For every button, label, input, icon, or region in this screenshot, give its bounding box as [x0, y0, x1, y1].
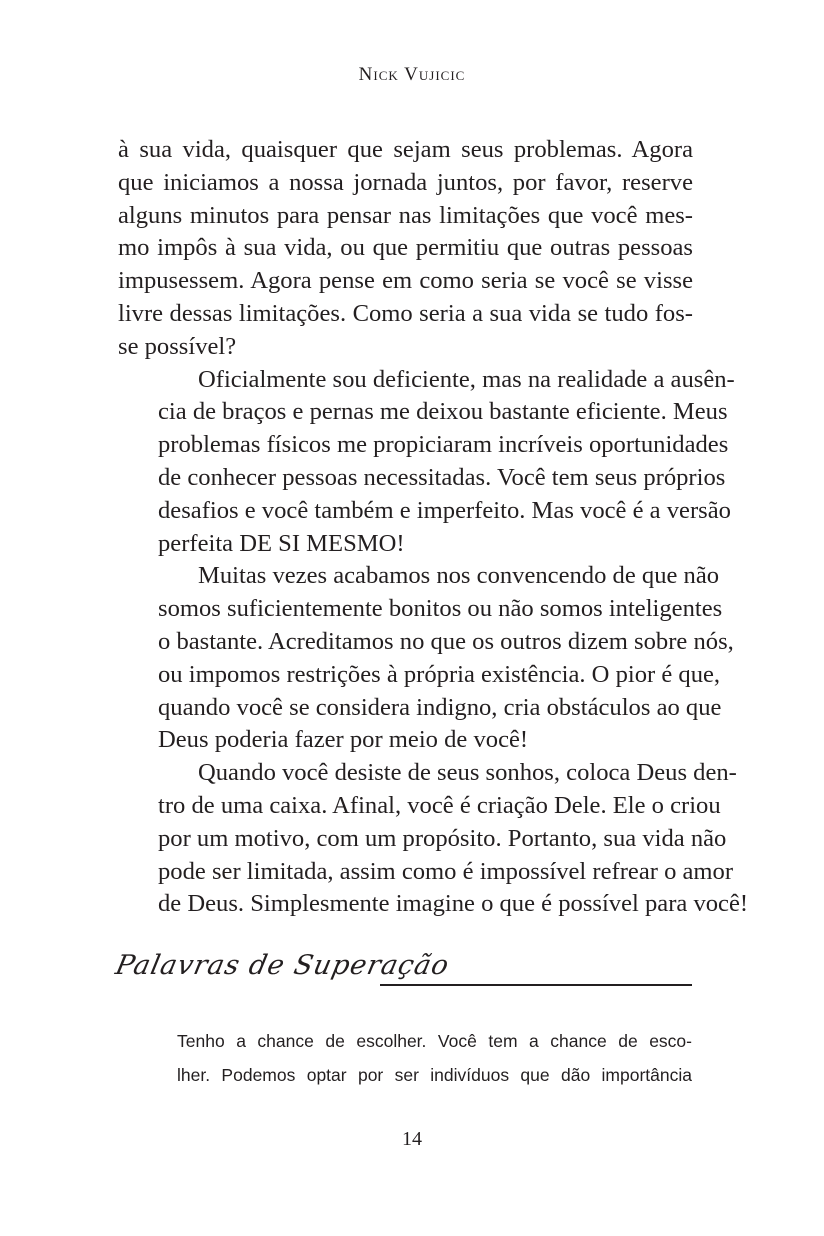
text-line: de conhecer pessoas necessitadas. Você tem seus próprios — [158, 463, 726, 491]
text-line: mo impôs à sua vida, ou que permitiu que outras pessoas — [118, 234, 693, 262]
page-number: 14 — [402, 1128, 422, 1150]
text-line: problemas físicos me propiciaram incríveis oportunidades — [158, 431, 729, 459]
paragraph-4 — [118, 757, 749, 921]
text-line: tro de uma caixa. Afinal, você é criação Dele. Ele o criou — [158, 791, 721, 819]
text-line: alguns minutos para pensar nas limitações que você mes- — [118, 201, 693, 229]
text-line: livre dessas limitações. Como seria a sua vida se tudo fos- — [118, 299, 693, 327]
running-head: Nick Vujicic — [358, 64, 466, 85]
body-text — [118, 134, 749, 921]
paragraph-1 — [118, 134, 693, 364]
text-line: o bastante. Acreditamos no que os outros dizem sobre nós, — [158, 627, 734, 655]
text-line: perfeita DE SI MESMO! — [158, 529, 405, 557]
quote-text — [177, 1024, 692, 1092]
text-line: quando você se considera indigno, cria obstáculos ao que — [158, 693, 722, 721]
section-rule-divider — [380, 984, 692, 986]
section-heading — [112, 950, 694, 994]
section-title: Palavras de Superação — [112, 950, 453, 981]
paragraph-2 — [118, 364, 735, 561]
text-line: ou impomos restrições à própria existência. O pior é que, — [158, 660, 721, 688]
text-line: desafios e você também e imperfeito. Mas você é a versão — [158, 496, 731, 524]
text-line: que iniciamos a nossa jornada juntos, por favor, reserve — [118, 168, 693, 196]
text-line: Deus poderia fazer por meio de você! — [158, 726, 529, 754]
paragraph-3 — [118, 560, 734, 757]
text-line: de Deus. Simplesmente imagine o que é possível para você! — [158, 890, 749, 918]
text-line: por um motivo, com um propósito. Portanto, sua vida não — [158, 824, 727, 852]
quote-line: Tenho a chance de escolher. Você tem a chance de esco- — [177, 1031, 692, 1051]
text-line: Muitas vezes acabamos nos convencendo de que não — [198, 562, 720, 590]
text-line: Oficialmente sou deficiente, mas na realidade a ausên- — [198, 365, 735, 393]
text-line: se possível? — [118, 332, 237, 360]
text-line: à sua vida, quaisquer que sejam seus problemas. Agora — [118, 136, 693, 163]
text-line: Quando você desiste de seus sonhos, coloca Deus den- — [198, 759, 737, 787]
text-line: pode ser limitada, assim como é impossível refrear o amor — [158, 857, 734, 885]
text-line: cia de braços e pernas me deixou bastante eficiente. Meus — [158, 398, 728, 426]
text-line: somos suficientemente bonitos ou não somos inteligentes — [158, 595, 723, 623]
text-line: impusessem. Agora pense em como seria se você se visse — [118, 267, 693, 295]
quote-line: lher. Podemos optar por ser indivíduos que dão importância — [177, 1065, 692, 1085]
